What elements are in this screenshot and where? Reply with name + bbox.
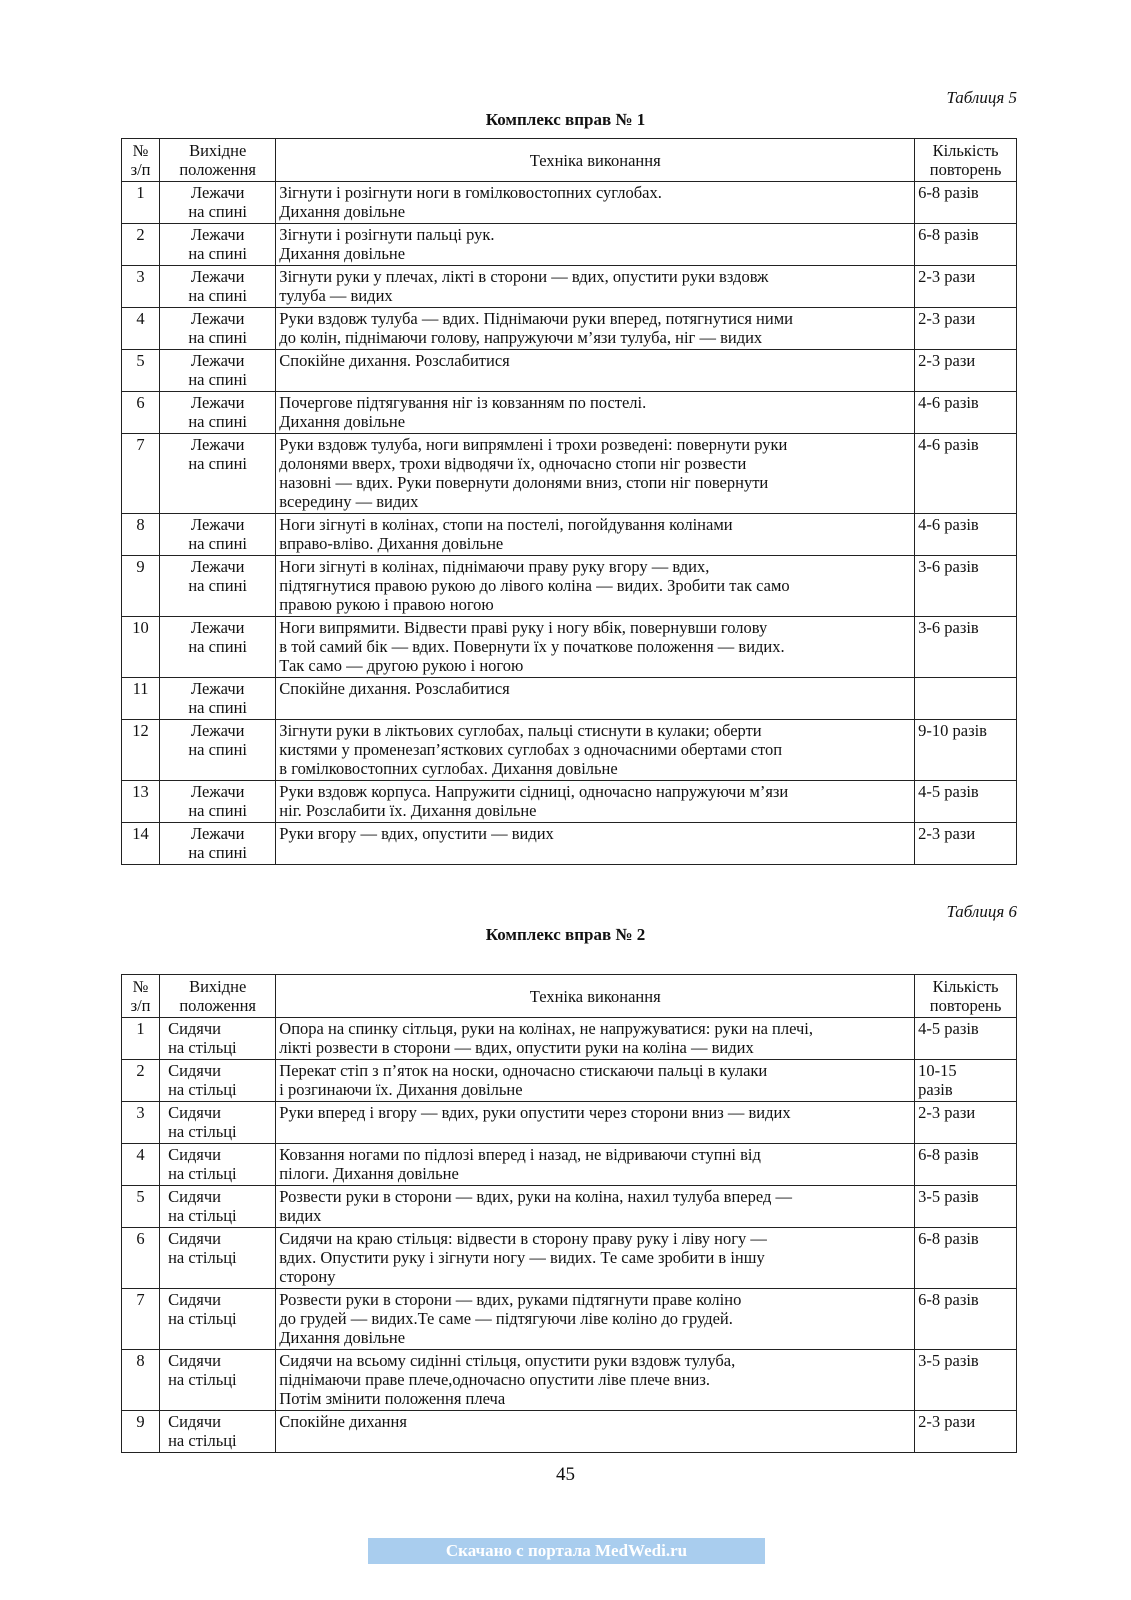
starting-position-line: на спині	[188, 740, 248, 759]
starting-position-line: на стільці	[168, 1370, 237, 1389]
starting-position	[160, 720, 276, 781]
technique-line: Дихання довільне	[279, 202, 406, 221]
technique	[276, 1144, 915, 1186]
starting-position-line: на стільці	[168, 1431, 237, 1450]
technique	[276, 781, 915, 823]
starting-position	[160, 556, 276, 617]
starting-position	[160, 1289, 276, 1350]
repetitions	[915, 678, 1017, 720]
technique-line: кистями у променезап’ясткових суглобах з одночасними обертами стоп	[279, 740, 783, 759]
repetitions: 2-3 рази	[915, 350, 1017, 392]
technique-line: Зігнути і розігнути ноги в гомілковостопних суглобах.	[279, 183, 662, 202]
technique-line: і розгинаючи їх. Дихання довільне	[279, 1080, 523, 1099]
starting-position	[160, 781, 276, 823]
technique-line: вправо-вліво. Дихання довільне	[279, 534, 504, 553]
starting-position-line: Лежачи	[190, 721, 245, 740]
technique-line: вдих. Опустити руку і зігнути ногу — видих. Те саме зробити в іншу	[279, 1248, 765, 1267]
table-row	[122, 392, 1017, 434]
technique-line: Розвести руки в сторони — вдих, руками підтягнути праве коліно	[279, 1290, 742, 1309]
starting-position	[160, 182, 276, 224]
row-number: 12	[122, 720, 160, 781]
table-row	[122, 1018, 1017, 1060]
header-count-line: Кількість	[932, 141, 999, 160]
starting-position-line: Лежачи	[190, 557, 245, 576]
technique-line: всередину — видих	[279, 492, 419, 511]
technique	[276, 350, 915, 392]
starting-position-line: Сидячи	[168, 1412, 222, 1431]
starting-position-line: Сидячи	[168, 1103, 222, 1122]
starting-position	[160, 1411, 276, 1453]
table-row	[122, 1060, 1017, 1102]
watermark-banner: Скачано с портала MedWedi.ru	[368, 1538, 765, 1564]
table-row	[122, 1186, 1017, 1228]
starting-position-line: Сидячи	[168, 1187, 222, 1206]
starting-position-line: Сидячи	[168, 1351, 222, 1370]
technique-line: назовні — вдих. Руки повернути долонями вниз, стопи ніг повернути	[279, 473, 769, 492]
repetitions: 4-6 разів	[915, 514, 1017, 556]
header-num-line: №	[132, 977, 149, 996]
header-position-line: Вихідне	[189, 141, 247, 160]
header-num-line: №	[132, 141, 149, 160]
technique-line: Руки вгору — вдих, опустити — видих	[279, 824, 554, 843]
technique-line: Руки вздовж тулуба, ноги випрямлені і трохи розведені: повернути руки	[279, 435, 788, 454]
starting-position	[160, 678, 276, 720]
technique-line: підтягнутися правою рукою до лівого коліна — видих. Зробити так само	[279, 576, 790, 595]
header-count-line: повторень	[929, 996, 1002, 1015]
table-row	[122, 350, 1017, 392]
starting-position-line: на спині	[188, 328, 248, 347]
technique	[276, 556, 915, 617]
starting-position-line: Сидячи	[168, 1145, 222, 1164]
repetitions-line: разів	[918, 1080, 953, 1099]
header-num-line: з/п	[130, 160, 151, 179]
header-position	[160, 975, 276, 1018]
starting-position	[160, 1060, 276, 1102]
technique-line: піднімаючи праве плече,одночасно опустити ліве плече вниз.	[279, 1370, 711, 1389]
repetitions: 3-6 разів	[915, 617, 1017, 678]
technique-line: пілоги. Дихання довільне	[279, 1164, 459, 1183]
repetitions: 6-8 разів	[915, 1144, 1017, 1186]
starting-position	[160, 266, 276, 308]
starting-position-line: Лежачи	[190, 351, 245, 370]
starting-position-line: на спині	[188, 412, 248, 431]
technique	[276, 182, 915, 224]
table-row	[122, 678, 1017, 720]
row-number: 5	[122, 350, 160, 392]
row-number: 10	[122, 617, 160, 678]
table-row	[122, 1411, 1017, 1453]
technique	[276, 1228, 915, 1289]
row-number: 4	[122, 308, 160, 350]
technique-line: Дихання довільне	[279, 244, 406, 263]
technique-line: Ноги зігнуті в колінах, піднімаючи праву руку вгору — вдих,	[279, 557, 710, 576]
starting-position-line: на спині	[188, 801, 248, 820]
technique	[276, 1060, 915, 1102]
technique-line: Ноги випрямити. Відвести праві руку і ногу вбік, повернувши голову	[279, 618, 768, 637]
repetitions: 6-8 разів	[915, 1289, 1017, 1350]
starting-position	[160, 1186, 276, 1228]
technique-line: до грудей — видих.Те саме — підтягуючи ліве коліно до грудей.	[279, 1309, 733, 1328]
starting-position-line: Лежачи	[190, 267, 245, 286]
technique	[276, 224, 915, 266]
starting-position-line: на стільці	[168, 1206, 237, 1225]
table-row	[122, 556, 1017, 617]
starting-position-line: на стільці	[168, 1080, 237, 1099]
row-number: 2	[122, 224, 160, 266]
table-5-title: Комплекс вправ № 1	[485, 110, 646, 129]
technique-line: в той самий бік — вдих. Повернути їх у початкове положення — видих.	[279, 637, 785, 656]
starting-position-line: на спині	[188, 454, 248, 473]
header-position-line: положення	[179, 160, 257, 179]
technique-line: видих	[279, 1206, 322, 1225]
row-number: 5	[122, 1186, 160, 1228]
page-number: 45	[556, 1464, 575, 1485]
technique-line: Спокійне дихання	[279, 1412, 407, 1431]
starting-position-line: Лежачи	[190, 782, 245, 801]
starting-position-line: на спині	[188, 534, 248, 553]
starting-position	[160, 1144, 276, 1186]
starting-position-line: Сидячи	[168, 1229, 222, 1248]
technique-line: Зігнути руки у плечах, лікті в сторони — вдих, опустити руки вздовж	[279, 267, 769, 286]
repetitions	[915, 1060, 1017, 1102]
row-number: 6	[122, 392, 160, 434]
table-header-row	[122, 975, 1017, 1018]
row-number: 2	[122, 1060, 160, 1102]
starting-position	[160, 224, 276, 266]
starting-position	[160, 350, 276, 392]
row-number: 7	[122, 434, 160, 514]
repetitions: 2-3 рази	[915, 1411, 1017, 1453]
row-number: 4	[122, 1144, 160, 1186]
header-count-line: повторень	[929, 160, 1002, 179]
starting-position-line: Лежачи	[190, 435, 245, 454]
repetitions: 2-3 рази	[915, 1102, 1017, 1144]
header-num	[122, 139, 160, 182]
table-row	[122, 266, 1017, 308]
starting-position	[160, 308, 276, 350]
starting-position-line: на стільці	[168, 1038, 237, 1057]
starting-position-line: на спині	[188, 698, 248, 717]
header-position-line: положення	[179, 996, 257, 1015]
starting-position	[160, 434, 276, 514]
repetitions: 2-3 рази	[915, 823, 1017, 865]
row-number: 14	[122, 823, 160, 865]
starting-position-line: Сидячи	[168, 1290, 222, 1309]
technique-line: Руки вперед і вгору — вдих, руки опустити через сторони вниз — видих	[279, 1103, 791, 1122]
table-row	[122, 781, 1017, 823]
starting-position-line: Сидячи	[168, 1019, 222, 1038]
row-number: 3	[122, 1102, 160, 1144]
starting-position-line: на спині	[188, 202, 248, 221]
table-5-label: Таблиця 5	[946, 88, 1017, 107]
technique-line: Розвести руки в сторони — вдих, руки на коліна, нахил тулуба вперед —	[279, 1187, 793, 1206]
starting-position	[160, 1228, 276, 1289]
table-row	[122, 434, 1017, 514]
row-number: 8	[122, 1350, 160, 1411]
starting-position-line: Лежачи	[190, 183, 245, 202]
technique-line: Так само — другою рукою і ногою	[279, 656, 524, 675]
technique-line: в гомілковостопних суглобах. Дихання довільне	[279, 759, 618, 778]
repetitions: 6-8 разів	[915, 224, 1017, 266]
repetitions: 4-5 разів	[915, 781, 1017, 823]
technique-line: Ковзання ногами по підлозі вперед і назад, не відриваючи ступні від	[279, 1145, 761, 1164]
row-number: 6	[122, 1228, 160, 1289]
starting-position-line: Лежачи	[190, 679, 245, 698]
table-6-label: Таблиця 6	[946, 902, 1017, 921]
row-number: 11	[122, 678, 160, 720]
technique-line: правою рукою і правою ногою	[279, 595, 494, 614]
table-6-title: Комплекс вправ № 2	[485, 925, 646, 944]
technique-line: Перекат стіп з п’яток на носки, одночасно стискаючи пальці в кулаки	[279, 1061, 768, 1080]
technique-line: лікті розвести в сторони — вдих, опустити руки на коліна — видих	[279, 1038, 754, 1057]
starting-position-line: на спині	[188, 637, 248, 656]
repetitions: 3-5 разів	[915, 1350, 1017, 1411]
table-row	[122, 514, 1017, 556]
header-count-line: Кількість	[932, 977, 999, 996]
table-row	[122, 182, 1017, 224]
row-number: 9	[122, 1411, 160, 1453]
starting-position-line: на спині	[188, 843, 248, 862]
header-count	[915, 975, 1017, 1018]
repetitions: 2-3 рази	[915, 266, 1017, 308]
header-num-line: з/п	[130, 996, 151, 1015]
technique	[276, 308, 915, 350]
technique	[276, 1350, 915, 1411]
header-count	[915, 139, 1017, 182]
starting-position-line: на стільці	[168, 1248, 237, 1267]
starting-position-line: на спині	[188, 244, 248, 263]
header-position	[160, 139, 276, 182]
table-row	[122, 1102, 1017, 1144]
technique	[276, 1018, 915, 1060]
technique	[276, 266, 915, 308]
row-number: 8	[122, 514, 160, 556]
starting-position	[160, 1018, 276, 1060]
technique	[276, 823, 915, 865]
starting-position	[160, 617, 276, 678]
technique-line: Руки вздовж корпуса. Напружити сідниці, одночасно напружуючи м’язи	[279, 782, 789, 801]
starting-position-line: Лежачи	[190, 824, 245, 843]
technique-line: ніг. Розслабити їх. Дихання довільне	[279, 801, 537, 820]
technique-line: Спокійне дихання. Розслабитися	[279, 679, 510, 698]
table-5-body	[122, 182, 1017, 865]
table-row	[122, 617, 1017, 678]
table-row	[122, 1144, 1017, 1186]
table-row	[122, 823, 1017, 865]
table-row	[122, 1228, 1017, 1289]
technique-line: Зігнути і розігнути пальці рук.	[279, 225, 495, 244]
repetitions: 4-5 разів	[915, 1018, 1017, 1060]
technique	[276, 1411, 915, 1453]
repetitions: 4-6 разів	[915, 392, 1017, 434]
starting-position-line: на стільці	[168, 1309, 237, 1328]
header-num	[122, 975, 160, 1018]
starting-position-line: Лежачи	[190, 515, 245, 534]
technique-line: тулуба — видих	[279, 286, 393, 305]
row-number: 3	[122, 266, 160, 308]
starting-position-line: на спині	[188, 286, 248, 305]
repetitions: 6-8 разів	[915, 182, 1017, 224]
table-6-body	[122, 1018, 1017, 1453]
starting-position	[160, 823, 276, 865]
header-technique: Техніка виконання	[276, 975, 915, 1018]
technique-line: Спокійне дихання. Розслабитися	[279, 351, 510, 370]
technique	[276, 617, 915, 678]
row-number: 7	[122, 1289, 160, 1350]
row-number: 13	[122, 781, 160, 823]
header-position-line: Вихідне	[189, 977, 247, 996]
starting-position-line: Лежачи	[190, 393, 245, 412]
repetitions: 2-3 рази	[915, 308, 1017, 350]
repetitions: 6-8 разів	[915, 1228, 1017, 1289]
technique	[276, 1289, 915, 1350]
technique-line: Зігнути руки в ліктьових суглобах, пальці стиснути в кулаки; оберти	[279, 721, 762, 740]
row-number: 1	[122, 182, 160, 224]
repetitions: 3-6 разів	[915, 556, 1017, 617]
technique-line: сторону	[279, 1267, 336, 1286]
repetitions: 3-5 разів	[915, 1186, 1017, 1228]
starting-position	[160, 392, 276, 434]
row-number: 9	[122, 556, 160, 617]
technique-line: до колін, піднімаючи голову, напружуючи м’язи тулуба, ніг — видих	[279, 328, 763, 347]
technique-line: Ноги зігнуті в колінах, стопи на постелі, погойдування колінами	[279, 515, 733, 534]
exercise-table-2	[121, 974, 1017, 1453]
table-row	[122, 224, 1017, 266]
technique-line: Сидячи на всьому сидінні стільця, опустити руки вздовж тулуба,	[279, 1351, 736, 1370]
table-header-row	[122, 139, 1017, 182]
technique-line: Руки вздовж тулуба — вдих. Піднімаючи руки вперед, потягнутися ними	[279, 309, 793, 328]
technique	[276, 392, 915, 434]
technique	[276, 678, 915, 720]
exercise-table-1	[121, 138, 1017, 865]
repetitions-line: 10-15	[918, 1061, 957, 1080]
technique-line: Почергове підтягування ніг із ковзанням по постелі.	[279, 393, 647, 412]
technique-line: долонями вверх, трохи відводячи їх, одночасно стопи ніг розвести	[279, 454, 747, 473]
table-row	[122, 720, 1017, 781]
repetitions: 4-6 разів	[915, 434, 1017, 514]
starting-position	[160, 1102, 276, 1144]
starting-position	[160, 514, 276, 556]
technique	[276, 1186, 915, 1228]
technique	[276, 434, 915, 514]
starting-position-line: на стільці	[168, 1164, 237, 1183]
starting-position	[160, 1350, 276, 1411]
technique-line: Опора на спинку сітльця, руки на колінах, не напружуватися: руки на плечі,	[279, 1019, 814, 1038]
starting-position-line: на спині	[188, 370, 248, 389]
starting-position-line: Сидячи	[168, 1061, 222, 1080]
technique	[276, 720, 915, 781]
table-row	[122, 308, 1017, 350]
starting-position-line: на спині	[188, 576, 248, 595]
starting-position-line: Лежачи	[190, 618, 245, 637]
technique-line: Сидячи на краю стільця: відвести в сторону праву руку і ліву ногу —	[279, 1229, 767, 1248]
row-number: 1	[122, 1018, 160, 1060]
technique-line: Дихання довільне	[279, 1328, 406, 1347]
technique-line: Потім змінити положення плеча	[279, 1389, 506, 1408]
table-row	[122, 1350, 1017, 1411]
technique	[276, 1102, 915, 1144]
starting-position-line: на стільці	[168, 1122, 237, 1141]
header-technique: Техніка виконання	[276, 139, 915, 182]
starting-position-line: Лежачи	[190, 225, 245, 244]
table-row	[122, 1289, 1017, 1350]
technique-line: Дихання довільне	[279, 412, 406, 431]
technique	[276, 514, 915, 556]
repetitions: 9-10 разів	[915, 720, 1017, 781]
starting-position-line: Лежачи	[190, 309, 245, 328]
